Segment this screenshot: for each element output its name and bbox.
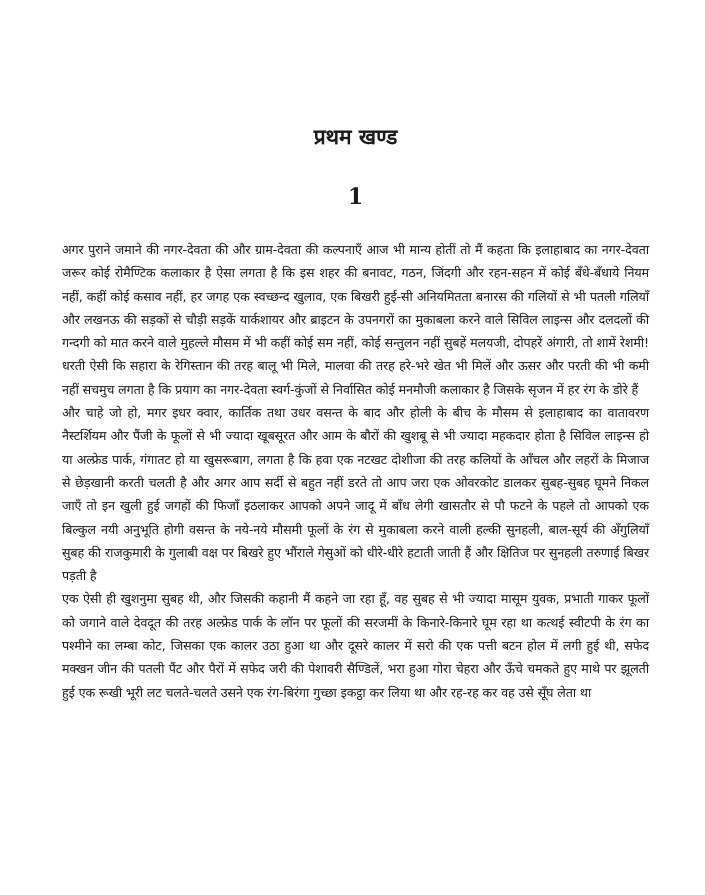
- paragraph: एक ऐसी ही खुशनुमा सुबह थी, और जिसकी कहानी मैं कहने जा रहा हूँ, वह सुबह से भी ज्यादा मासूम युवक, प्रभाती गाकर फूलों को जगाने वाले देवदूत की तरह अल्फ्रेड पार्क के लॉन पर फूलों की सरजमीं के किनारे-किनारे घूम रहा था कत्थई स्वीटपी के रंग का पश्मीने का लम्बा कोट, जिसका एक कालर उठा हुआ था और दूसरे कालर में सरो की एक पत्ती बटन होल में लगी हुई थी, सफेद मक्खन जीन की पतली पैंट और पैरों में सफेद जरी की पेशावरी सैण्डिलें, भरा हुआ गोरा चेहरा और ऊँचे चमकते हुए माथे पर झूलती हुई एक रूखी भूरी लट चलते-चलते उसने एक रंग-बिरंगा गुच्छा इकट्ठा कर लिया था और रह-रह कर वह उसे सूँघ लेता था: [62, 591, 649, 700]
- paragraph: और चाहे जो हो, मगर इधर क्वार, कार्तिक तथा उधर वसन्त के बाद और होली के बीच के मौसम से इलाहाबाद का वातावरण नैस्टर्शियम और पैंजी के फूलों से भी ज्यादा खूबसूरत और आम के बौरों की खुशबू से भी ज्यादा महकदार होता है सिविल लाइन्स हो या अल्फ्रेड पार्क, गंगातट हो या खुसरूबाग, लगता है कि हवा एक नटखट दोशीजा की तरह कलियों के आँचल और लहरों के मिजाज से छेड़खानी करती चलती है और अगर आप सर्दी से बहुत नहीं डरते तो आप जरा एक ओवरकोट डालकर सुबह-सुबह घूमने निकल जाएँ तो इन खुली हुई जगहों की फिजाँ इठलाकर आपको अपने जादू में बाँध लेगी खासतौर से पौ फटने के पहले तो आपको एक बिल्कुल नयी अनुभूति होगी वसन्त के नये-नये मौसमी फूलों के रंग से मुकाबला करने वाली हल्की सुनहली, बाल-सूर्य की अँगुलियाँ सुबह की राजकुमारी के गुलाबी वक्ष पर बिखरे हुए भौंराले गेसुओं को धीरे-धीरे हटाती जाती हैं और क्षितिज पर सुनहली तरुणाई बिखर पड़ती है: [62, 405, 649, 584]
- chapter-body: [62, 238, 649, 704]
- paragraph: अगर पुराने जमाने की नगर-देवता की और ग्राम-देवता की कल्पनाएँ आज भी मान्य होतीं तो मैं कहता कि इलाहाबाद का नगर-देवता जरूर कोई रोमैण्टिक कलाकार है ऐसा लगता है कि इस शहर की बनावट, गठन, जिंदगी और रहन-सहन में कोई बँधे-बँधाये नियम नहीं, कहीं कोई कसाव नहीं, हर जगह एक स्वच्छन्द खुलाव, एक बिखरी हुई-सी अनियमितता बनारस की गलियों से भी पतली गलियाँ और लखनऊ की सड़कों से चौड़ी सड़कें यार्कशायर और ब्राइटन के उपनगरों का मुकाबला करने वाले सिविल लाइन्स और दलदलों की गन्दगी को मात करने वाले मुहल्ले मौसम में भी कहीं कोई सम नहीं, कोई सन्तुलन नहीं सुबहें मलयजी, दोपहरें अंगारी, तो शामें रेशमी! धरती ऐसी कि सहारा के रेगिस्तान की तरह बालू भी मिले, मालवा की तरह हरे-भरे खेत भी मिलें और ऊसर और परती की भी कमी नहीं सचमुच लगता है कि प्रयाग का नगर-देवता स्वर्ग-कुंजों से निर्वासित कोई मनमौजी कलाकार है जिसके सृजन में हर रंग के डोरे हैं: [62, 242, 649, 397]
- section-title: प्रथम खण्ड: [313, 125, 398, 149]
- chapter-number: 1: [347, 184, 364, 210]
